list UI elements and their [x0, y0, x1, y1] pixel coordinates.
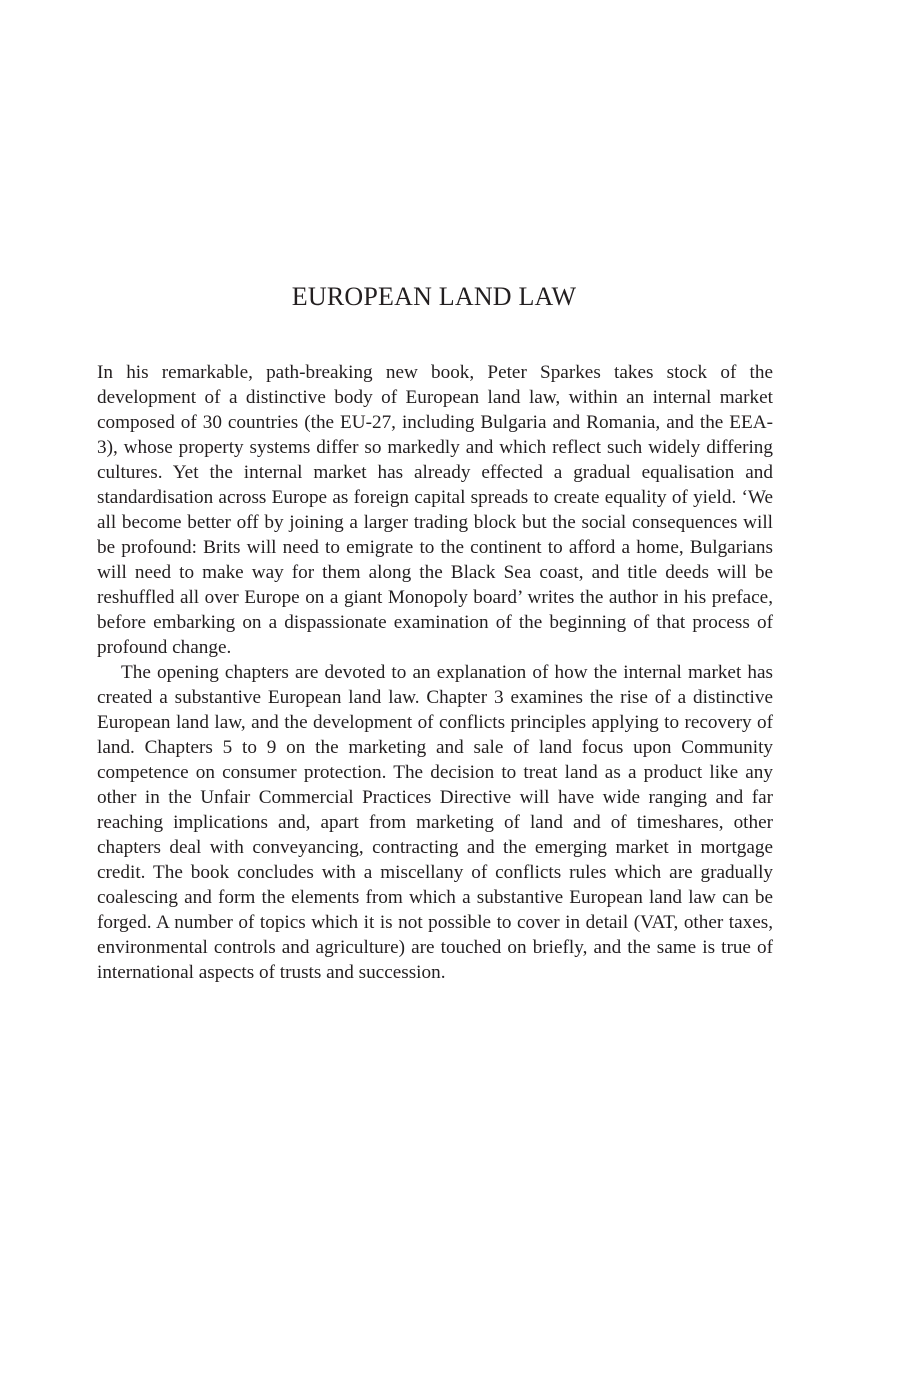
book-title: EUROPEAN LAND LAW: [291, 282, 577, 311]
blurb-paragraph-1: In his remarkable, path-breaking new book, Peter Sparkes takes stock of the development of a distinctive body of European land law, within an internal market composed of 30 countries (the EU-27, including Bulgaria and Romania, and the EEA-3), whose property systems differ so markedly and which reflect such widely differing cultures. Yet the internal market has already effected a gradual equalisation and standardisation across Europe as foreign capital spreads to create equality of yield. ‘We all become better off by joining a larger trading block but the social consequences will be profound: Brits will need to emigrate to the continent to afford a home, Bulgarians will need to make way for them along the Black Sea coast, and title deeds will be reshuffled all over Europe on a giant Monopoly board’ writes the author in his preface, before embarking on a dispassionate examination of the beginning of that process of profound change.: [97, 362, 773, 658]
blurb-paragraph-2: The opening chapters are devoted to an explanation of how the internal market has created a substantive European land law. Chapter 3 examines the rise of a distinctive European land law, and the development of conflicts principles applying to recovery of land. Chapters 5 to 9 on the marketing and sale of land focus upon Community competence on consumer protection. The decision to treat land as a product like any other in the Unfair Commercial Practices Directive will have wide ranging and far reaching implications and, apart from marketing of land and of timeshares, other chapters deal with conveyancing, contracting and the emerging market in mortgage credit. The book concludes with a miscellany of conflicts rules which are gradually coalescing and form the elements from which a substantive European land law can be forged. A number of topics which it is not possible to cover in detail (VAT, other taxes, environmental controls and agriculture) are touched on briefly, and the same is true of international aspects of trusts and succession.: [97, 662, 773, 983]
blurb-text: [97, 360, 773, 985]
